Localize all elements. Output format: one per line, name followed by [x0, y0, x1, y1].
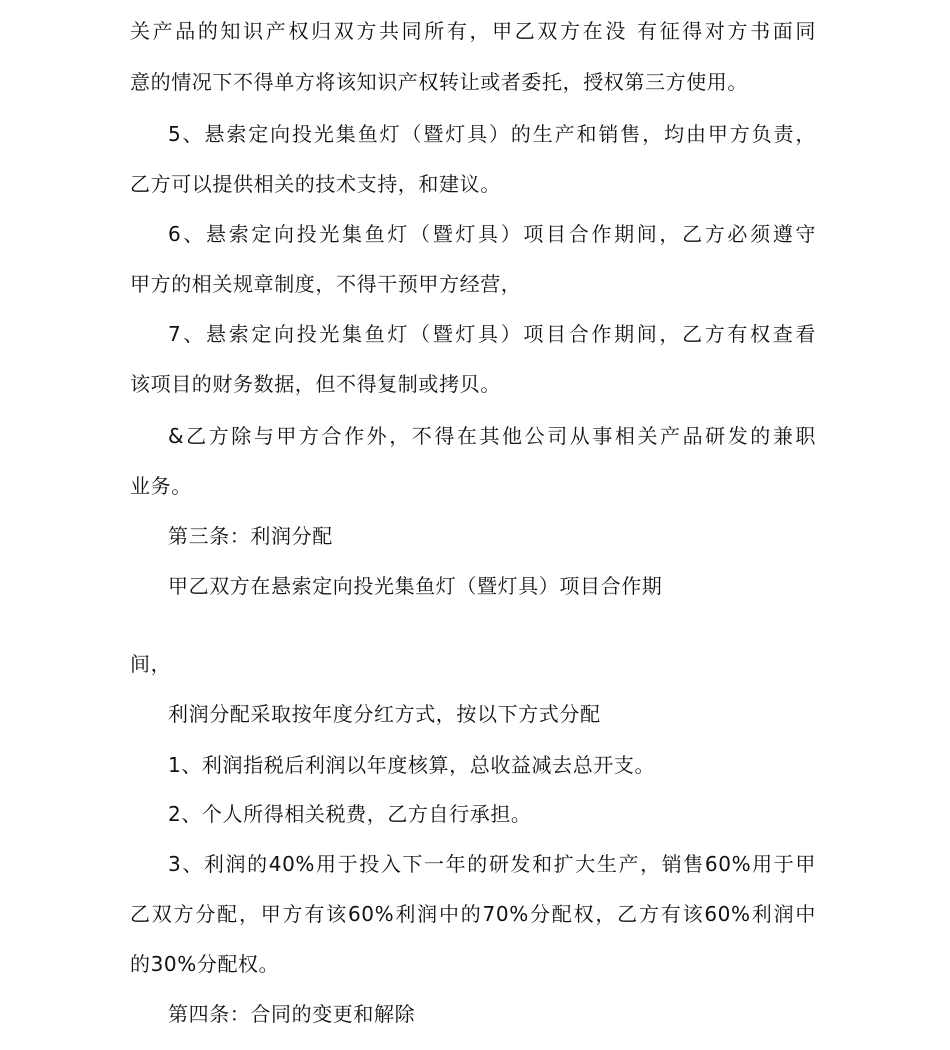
text-line: 业务。	[130, 474, 192, 498]
profit-item-3: 3、利润的40%用于投入下一年的研发和扩大生产，销售60%用于甲	[168, 852, 816, 876]
text-line: 乙方可以提供相关的技术支持，和建议。	[130, 172, 501, 196]
text-line: 甲乙双方在悬索定向投光集鱼灯（暨灯具）项目合作期	[168, 574, 663, 598]
text-line: 甲方的相关规章制度，不得干预甲方经营，	[130, 272, 522, 296]
text-line: 利润分配采取按年度分红方式，按以下方式分配	[168, 702, 601, 726]
clause-5: 5、悬索定向投光集鱼灯（暨灯具）的生产和销售，均由甲方负责，	[168, 122, 816, 146]
text-line: 的30%分配权。	[130, 952, 280, 976]
profit-item-2: 2、个人所得相关税费，乙方自行承担。	[168, 802, 532, 826]
section-heading-3: 第三条：利润分配	[168, 524, 333, 548]
section-heading-4: 第四条：合同的变更和解除	[168, 1002, 416, 1026]
text-line: 间，	[130, 652, 172, 676]
clause-6: 6、悬索定向投光集鱼灯（暨灯具）项目合作期间，乙方必须遵守	[168, 222, 816, 246]
clause-7: 7、悬索定向投光集鱼灯（暨灯具）项目合作期间，乙方有权查看	[168, 322, 816, 346]
profit-item-1: 1、利润指税后利润以年度核算，总收益减去总开支。	[168, 753, 656, 777]
text-line: 关产品的知识产权归双方共同所有，甲乙双方在没 有征得对方书面同	[130, 19, 816, 43]
text-line: 意的情况下不得单方将该知识产权转让或者委托，授权第三方使用。	[130, 70, 748, 94]
text-line: 该项目的财务数据，但不得复制或拷贝。	[130, 372, 501, 396]
text-line: 乙双方分配，甲方有该60%利润中的70%分配权，乙方有该60%利润中	[130, 902, 816, 926]
clause-8: &乙方除与甲方合作外，不得在其他公司从事相关产品研发的兼职	[168, 424, 816, 448]
